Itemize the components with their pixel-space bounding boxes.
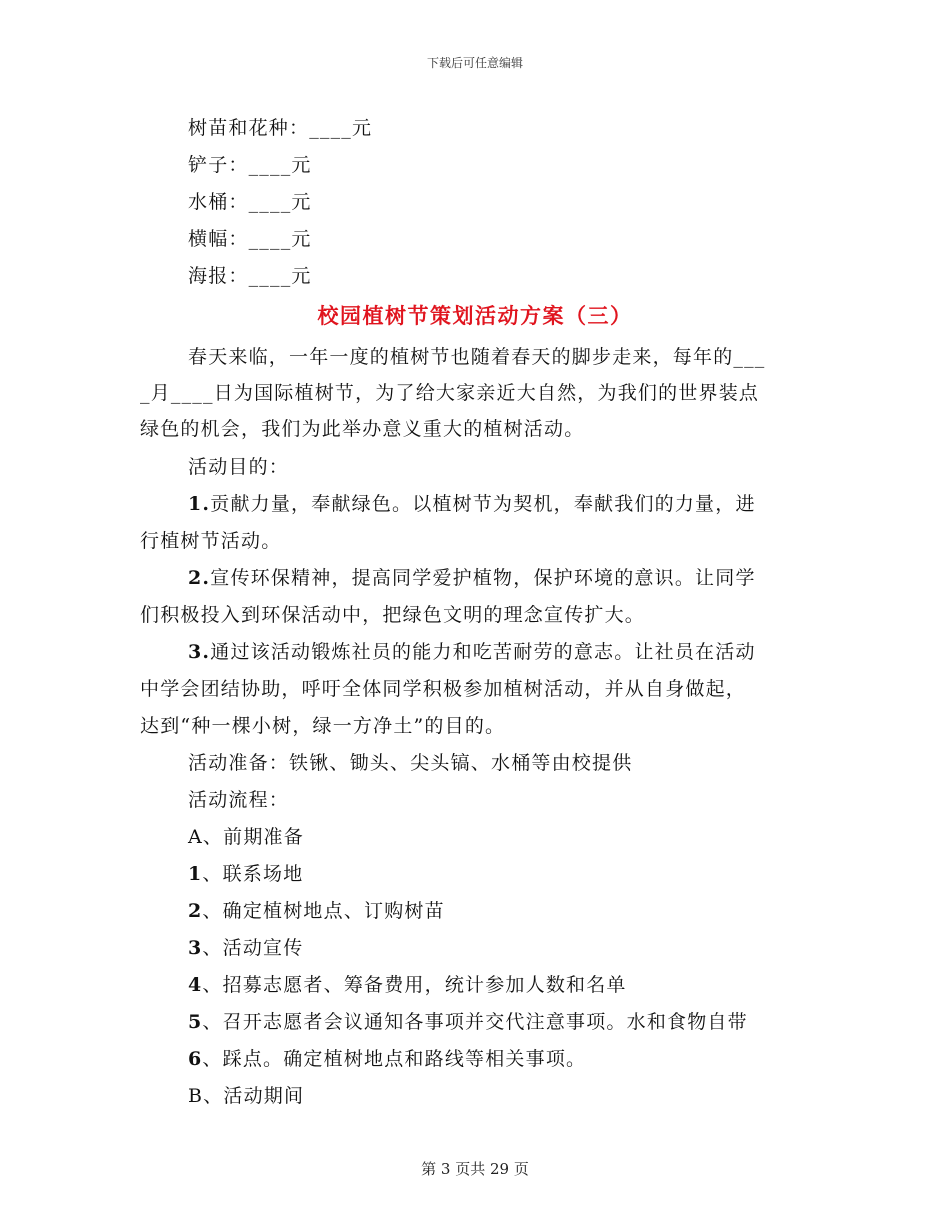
step-5-text: 、召开志愿者会议通知各事项并交代注意事项。水和食物自带 xyxy=(202,1011,748,1033)
step-4-text: 、招募志愿者、筹备费用，统计参加人数和名单 xyxy=(202,974,627,996)
budget-item-shovel: 铲子：____元 xyxy=(188,154,312,176)
purpose-2-number: 2. xyxy=(188,567,211,589)
step-1-number: 1 xyxy=(188,863,203,885)
purpose-3-text: 通过该活动锻炼社员的能力和吃苦耐劳的意志。让社员在活动 xyxy=(210,641,756,663)
budget-item-seedlings: 树苗和花种：____元 xyxy=(188,117,373,139)
process-heading: 活动流程： xyxy=(188,789,290,811)
purpose-1-text: 贡献力量，奉献绿色。以植树节为契机，奉献我们的力量，进 xyxy=(210,493,756,515)
step-5-number: 5 xyxy=(188,1011,203,1033)
purpose-1-line-2: 行植树节活动。 xyxy=(140,530,282,552)
step-6-text: 、踩点。确定植树地点和路线等相关事项。 xyxy=(202,1048,587,1070)
purpose-1-line-1 xyxy=(188,492,756,516)
section-a-heading: A、前期准备 xyxy=(188,826,304,848)
step-3-number: 3 xyxy=(188,937,203,959)
page-header: 下载后可任意编辑 xyxy=(426,56,523,70)
intro-line-1: 春天来临，一年一度的植树节也随着春天的脚步走来，每年的___ xyxy=(188,346,766,368)
purpose-3-number: 3. xyxy=(188,641,211,663)
step-5 xyxy=(188,1010,748,1034)
purpose-3-line-2: 中学会团结协助，呼吁全体同学积极参加植树活动，并从自身做起， xyxy=(140,678,747,700)
purpose-2-text: 宣传环保精神，提高同学爱护植物，保护环境的意识。让同学 xyxy=(210,567,756,589)
step-1-text: 、联系场地 xyxy=(202,863,304,885)
step-6 xyxy=(188,1047,586,1071)
page-footer: 第 3 页共 29 页 xyxy=(421,1160,529,1178)
step-4 xyxy=(188,973,627,997)
purpose-2-line-2: 们积极投入到环保活动中，把绿色文明的理念宣传扩大。 xyxy=(140,604,646,626)
budget-item-poster: 海报：____元 xyxy=(188,265,312,287)
budget-item-banner: 横幅：____元 xyxy=(188,228,312,250)
intro-line-2: _月____日为国际植树节，为了给大家亲近大自然，为我们的世界装点 xyxy=(140,382,760,404)
intro-line-3: 绿色的机会，我们为此举办意义重大的植树活动。 xyxy=(140,418,585,440)
step-2 xyxy=(188,899,445,923)
step-2-number: 2 xyxy=(188,900,203,922)
purpose-3-line-3: 达到“种一棵小树，绿一方净土”的目的。 xyxy=(140,715,506,737)
budget-item-bucket: 水桶：____元 xyxy=(188,191,312,213)
step-6-number: 6 xyxy=(188,1048,203,1070)
section-b-heading: B、活动期间 xyxy=(188,1085,305,1107)
step-3-text: 、活动宣传 xyxy=(202,937,304,959)
step-4-number: 4 xyxy=(188,974,203,996)
section-title: 校园植树节策划活动方案（三） xyxy=(317,304,633,328)
preparation-line: 活动准备：铁锹、锄头、尖头镐、水桶等由校提供 xyxy=(188,752,633,774)
step-1 xyxy=(188,862,303,886)
purpose-1-number: 1. xyxy=(188,493,211,515)
step-2-text: 、确定植树地点、订购树苗 xyxy=(202,900,445,922)
purpose-3-line-1 xyxy=(188,640,756,664)
purpose-2-line-1 xyxy=(188,566,756,590)
purpose-heading: 活动目的： xyxy=(188,456,290,478)
step-3 xyxy=(188,936,303,960)
